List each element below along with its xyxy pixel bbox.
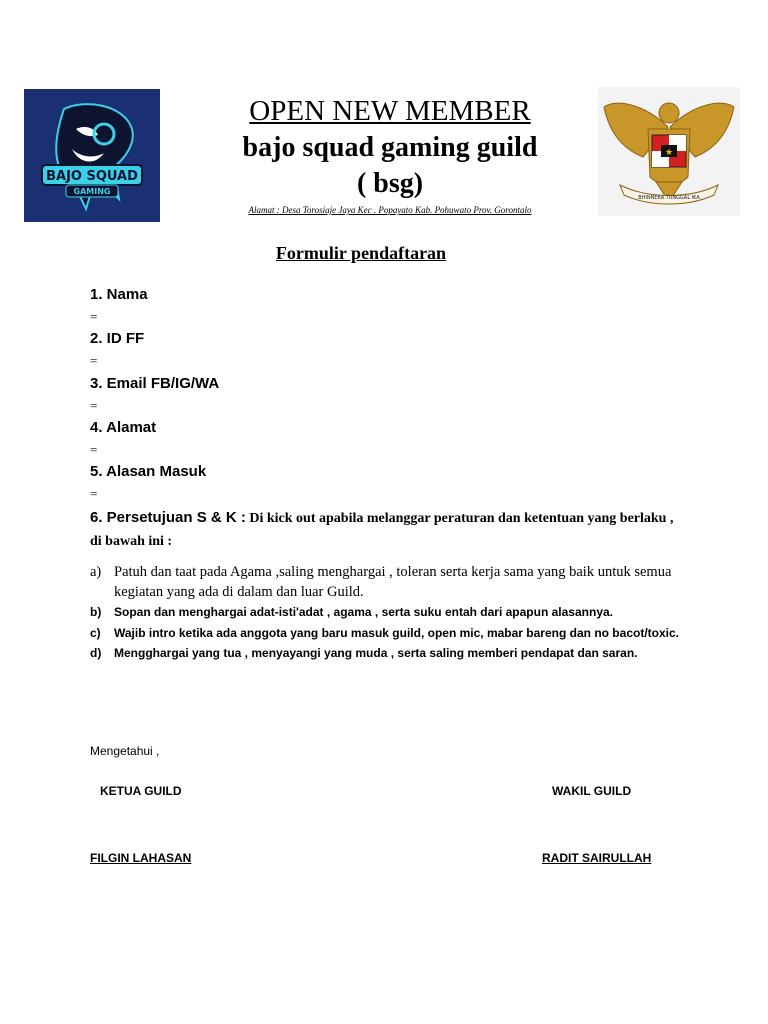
field-value-alamat[interactable]: = xyxy=(90,442,98,457)
rule-text: Wajib intro ketika ada anggota yang baru masuk guild, open mic, mabar bareng dan no bacot/toxic. xyxy=(114,626,679,640)
rule-item xyxy=(90,605,690,619)
rule-item xyxy=(90,562,690,602)
terms-text: Di kick out apabila melanggar peraturan dan ketentuan yang berlaku , di bawah ini : xyxy=(90,511,674,549)
page-title: OPEN NEW MEMBER xyxy=(249,95,531,127)
ketua-name: FILGIN LAHASAN xyxy=(90,851,192,865)
rule-item xyxy=(90,646,690,660)
rule-item xyxy=(90,626,690,640)
guild-name: bajo squad gaming guild xyxy=(242,132,538,163)
guild-abbreviation: ( bsg) xyxy=(356,168,424,199)
field-label-alasan: 5. Alasan Masuk xyxy=(90,463,207,480)
field-value-email[interactable]: = xyxy=(90,398,98,413)
rule-letter: c) xyxy=(90,626,101,640)
rule-text: Mengghargai yang tua , menyayangi yang muda , serta saling memberi pendapat dan saran. xyxy=(114,646,638,660)
logo-text-top: BAJO SQUAD xyxy=(46,169,138,184)
rule-letter: a) xyxy=(90,564,102,580)
rule-letter: b) xyxy=(90,605,102,619)
emblem-motto: BHINNEKA TUNGGAL IKA xyxy=(638,195,700,201)
terms-section xyxy=(90,506,680,553)
acknowledge-label: Mengetahui , xyxy=(90,744,160,758)
bajo-squad-logo xyxy=(24,89,160,222)
field-label-id-ff: 2. ID FF xyxy=(90,330,145,347)
wakil-name: RADIT SAIRULLAH xyxy=(542,851,652,865)
form-title: Formulir pendaftaran xyxy=(275,243,447,263)
field-label-alamat: 4. Alamat xyxy=(90,419,157,436)
field-value-nama[interactable]: = xyxy=(90,309,98,324)
field-value-alasan[interactable]: = xyxy=(90,486,98,501)
field-label-nama: 1. Nama xyxy=(90,286,148,303)
rule-text: Sopan dan menghargai adat-isti'adat , agama , serta suku entah dari apapun alasannya. xyxy=(114,605,613,619)
svg-text:★: ★ xyxy=(664,148,674,158)
orca-mascot-icon xyxy=(24,89,160,222)
rule-letter: d) xyxy=(90,646,102,660)
logo-text-bottom: GAMING xyxy=(73,187,111,196)
field-label-email: 3. Email FB/IG/WA xyxy=(90,375,220,392)
wakil-role: WAKIL GUILD xyxy=(552,784,632,798)
field-value-id-ff[interactable]: = xyxy=(90,353,98,368)
terms-label: 6. Persetujuan S & K : xyxy=(90,509,246,526)
ketua-role: KETUA GUILD xyxy=(100,784,182,798)
rule-text: Patuh dan taat pada Agama ,saling menghargai , toleran serta kerja sama yang baik untuk semua kegiatan yang ada di dalam dan luar Guild. xyxy=(114,564,672,600)
guild-address: Alamat : Desa Torosiaje Jaya Kec . Popayato Kab. Pohuwato Prov. Gorontalo xyxy=(248,205,532,215)
